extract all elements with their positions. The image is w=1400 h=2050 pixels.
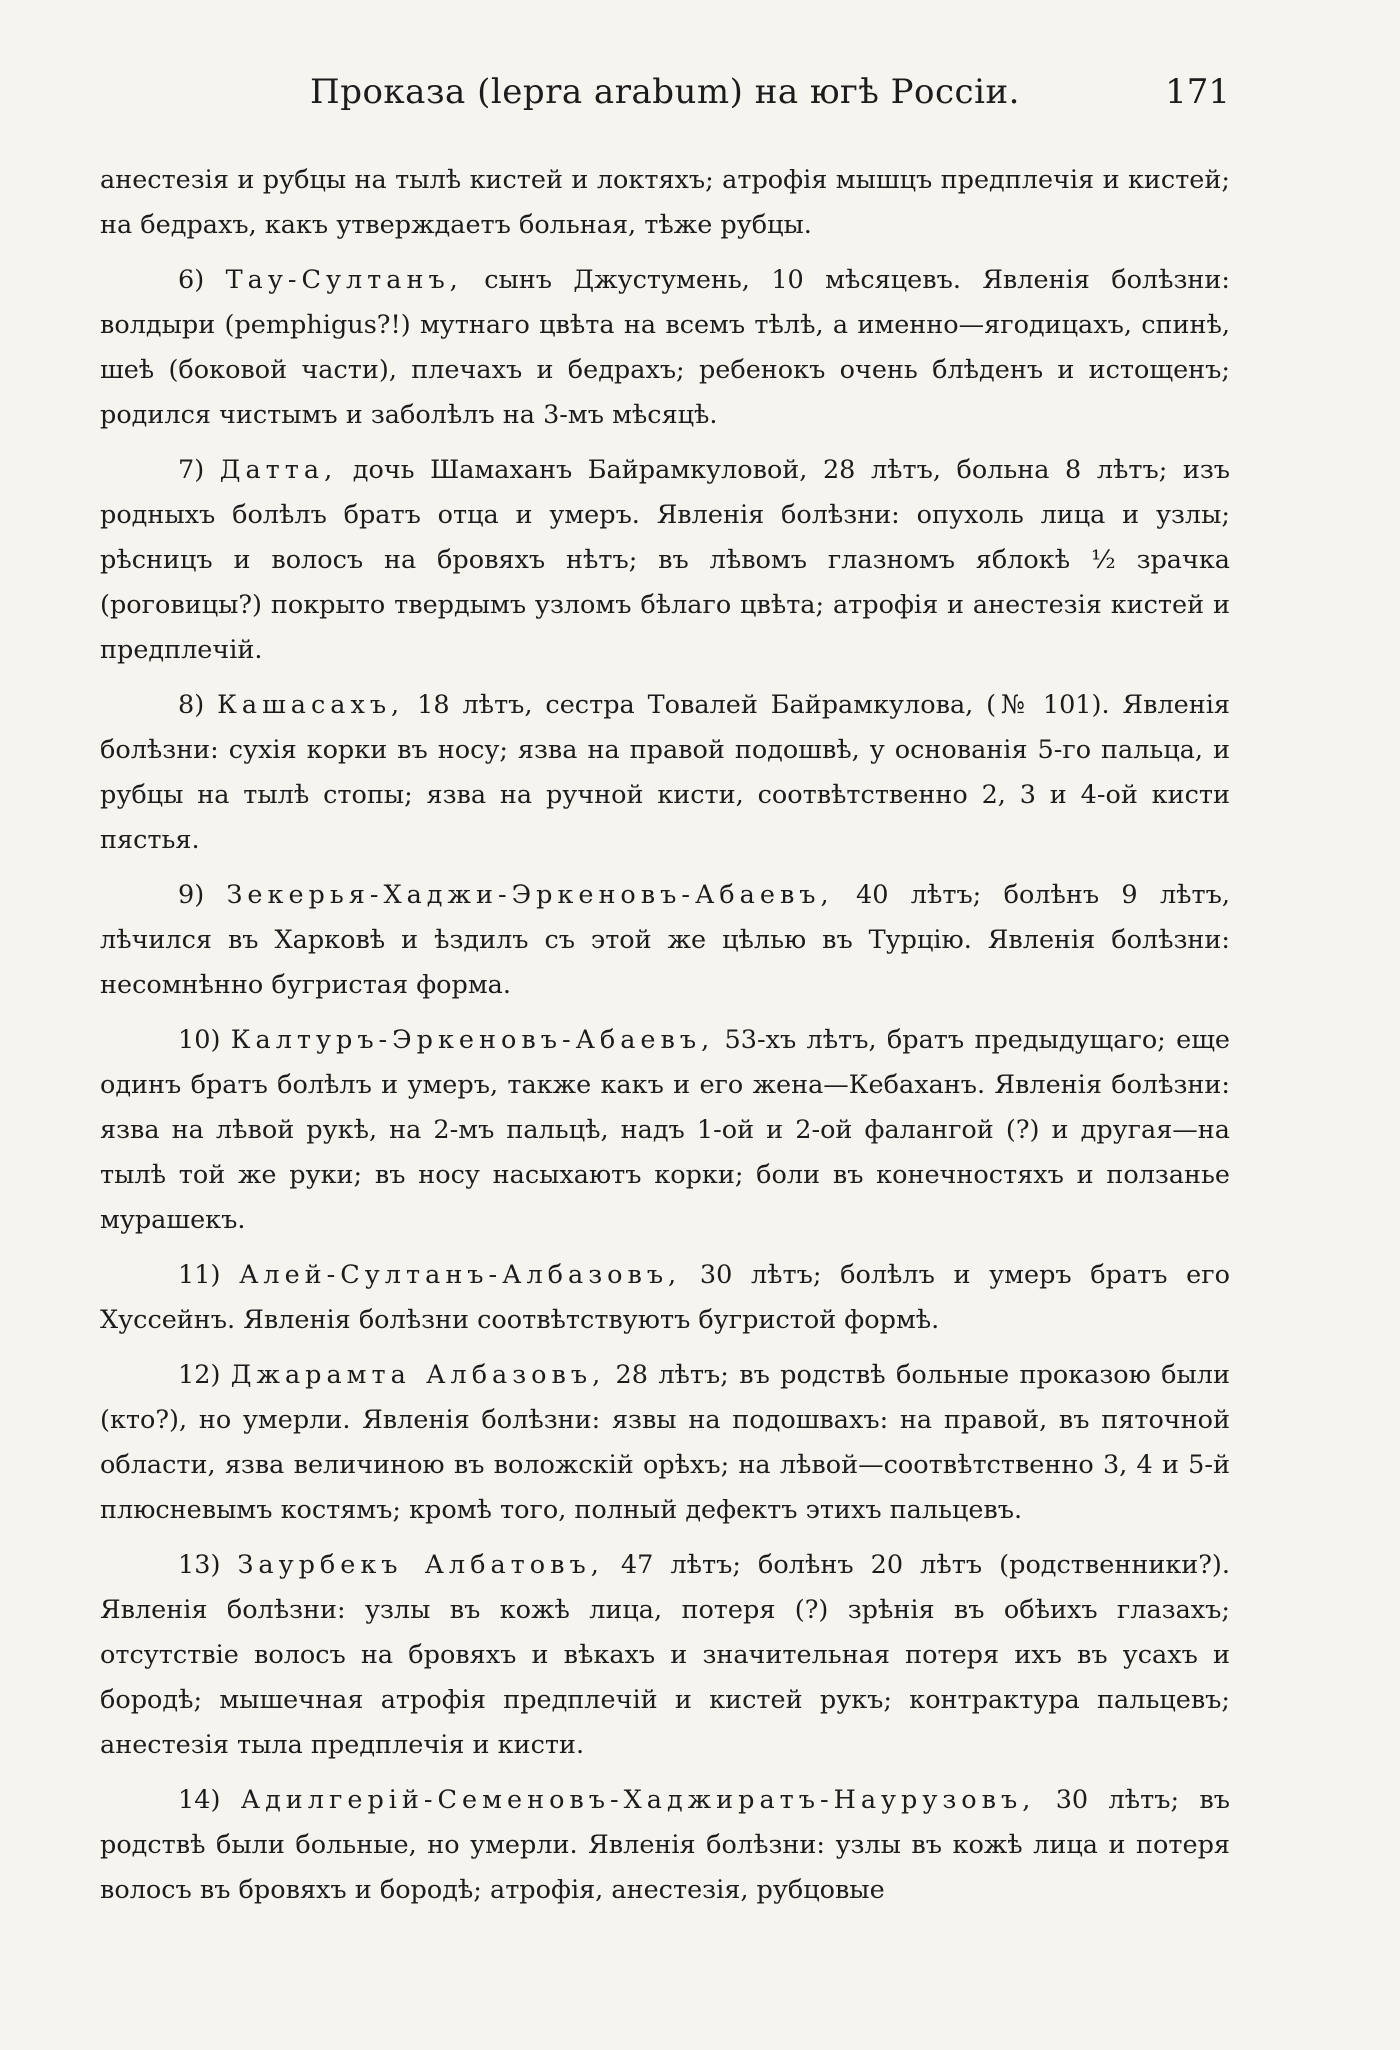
case-text: 53-хъ лѣтъ, братъ предыдущаго; еще одинъ братъ болѣлъ и умеръ, также какъ и его жена—Кебаханъ. Явленія болѣзни: язва на лѣвой рукѣ, на 2-мъ пальцѣ, надъ 1-ой и 2-ой фалангой (?) и другая—на тылѣ той же руки; въ носу насыхаютъ корки; боли въ конечностяхъ и ползанье мурашекъ. [100, 1025, 1230, 1235]
patient-name: Адилгерій-Семеновъ-Хаджиратъ-Наурузовъ, [240, 1785, 1036, 1815]
case-number: 13) [178, 1550, 221, 1580]
case-text: сынъ Джустумень, 10 мѣсяцевъ. Явленія болѣзни: волдыри (pemphigus?!) мутнаго цвѣта на всемъ тѣлѣ, а именно—ягодицахъ, спинѣ, шеѣ (боковой части), плечахъ и бедрахъ; ребенокъ очень блѣденъ и истощенъ; родился чистымъ и заболѣлъ на 3-мъ мѣсяцѣ. [100, 265, 1230, 430]
case-text: 30 лѣтъ; въ родствѣ были больные, но умерли. Явленія болѣзни: узлы въ кожѣ лица и потеря волосъ въ бровяхъ и бородѣ; атрофія, анестезія, рубцовые [100, 1785, 1231, 1905]
paragraph-continuation [100, 158, 1230, 248]
case-entry-10 [100, 1018, 1230, 1243]
body-text [100, 158, 1230, 1923]
case-number: 8) [178, 690, 205, 720]
case-entry-6 [100, 258, 1230, 438]
case-number: 10) [178, 1025, 221, 1055]
case-number: 12) [178, 1360, 221, 1390]
page-number: 171 [1165, 72, 1230, 112]
case-text: 30 лѣтъ; болѣлъ и умеръ братъ его Хуссейнъ. Явленія болѣзни соотвѣтствуютъ бугристой формѣ. [100, 1260, 1230, 1335]
case-entry-7 [100, 448, 1230, 673]
case-number: 11) [178, 1260, 221, 1290]
case-text: дочь Шамаханъ Байрамкуловой, 28 лѣтъ, больна 8 лѣтъ; изъ родныхъ болѣлъ братъ отца и умеръ. Явленія болѣзни: опухоль лица и узлы; рѣсницъ и волосъ на бровяхъ нѣтъ; въ лѣвомъ глазномъ яблокѣ ½ зрачка (роговицы?) покрыто твердымъ узломъ бѣлаго цвѣта; атрофія и анестезія кистей и предплечій. [100, 455, 1230, 665]
patient-name: Заурбекъ Албатовъ, [237, 1550, 604, 1580]
case-entry-8 [100, 683, 1230, 863]
paragraph-text: анестезія и рубцы на тылѣ кистей и локтяхъ; атрофія мышцъ предплечія и кистей; на бедрахъ, какъ утверждаетъ больная, тѣже рубцы. [100, 165, 1230, 240]
patient-name: Тау-Султанъ, [225, 265, 463, 295]
patient-name: Джарамта Албазовъ, [230, 1360, 606, 1390]
case-text: 40 лѣтъ; болѣнъ 9 лѣтъ, лѣчился въ Харковѣ и ѣздилъ съ этой же цѣлью въ Турцію. Явленія болѣзни: несомнѣнно бугристая форма. [100, 880, 1230, 1000]
case-entry-12 [100, 1353, 1230, 1533]
patient-name: Калтуръ-Эркеновъ-Абаевъ, [230, 1025, 715, 1055]
case-text: 47 лѣтъ; болѣнъ 20 лѣтъ (родственники?). Явленія болѣзни: узлы въ кожѣ лица, потеря (?) зрѣнія въ обѣихъ глазахъ; отсутствіе волосъ на бровяхъ и вѣкахъ и значительная потеря ихъ въ усахъ и бородѣ; мышечная атрофія предплечій и кистей рукъ; контрактура пальцевъ; анестезія тыла предплечія и кисти. [100, 1550, 1230, 1760]
case-entry-9 [100, 873, 1230, 1008]
case-number: 9) [178, 880, 205, 910]
patient-name: Кашасахъ, [217, 690, 405, 720]
case-text: 28 лѣтъ; въ родствѣ больные проказою были (кто?), но умерли. Явленія болѣзни: язвы на подошвахъ: на правой, въ пяточной области, язва величиною въ воложскій орѣхъ; на лѣвой—соотвѣтственно 3, 4 и 5-й плюсневымъ костямъ; кромѣ того, полный дефектъ этихъ пальцевъ. [100, 1360, 1230, 1525]
patient-name: Датта, [219, 455, 338, 485]
page-header [100, 72, 1230, 132]
running-title: Проказа (lepra arabum) на югѣ Россіи. [310, 72, 1020, 112]
patient-name: Зекерья-Хаджи-Эркеновъ-Абаевъ, [226, 880, 834, 910]
case-number: 6) [178, 265, 205, 295]
case-text: 18 лѣтъ, сестра Товалей Байрамкулова, (№ 101). Явленія болѣзни: сухія корки въ носу; язва на правой подошвѣ, у основанія 5-го пальца, и рубцы на тылѣ стопы; язва на ручной кисти, соотвѣтственно 2, 3 и 4-ой кисти пястья. [100, 690, 1230, 855]
case-number: 14) [178, 1785, 221, 1815]
case-entry-11 [100, 1253, 1230, 1343]
patient-name: Алей-Султанъ-Албазовъ, [239, 1260, 682, 1290]
case-entry-13 [100, 1543, 1230, 1768]
case-number: 7) [178, 455, 205, 485]
case-entry-14 [100, 1778, 1230, 1913]
